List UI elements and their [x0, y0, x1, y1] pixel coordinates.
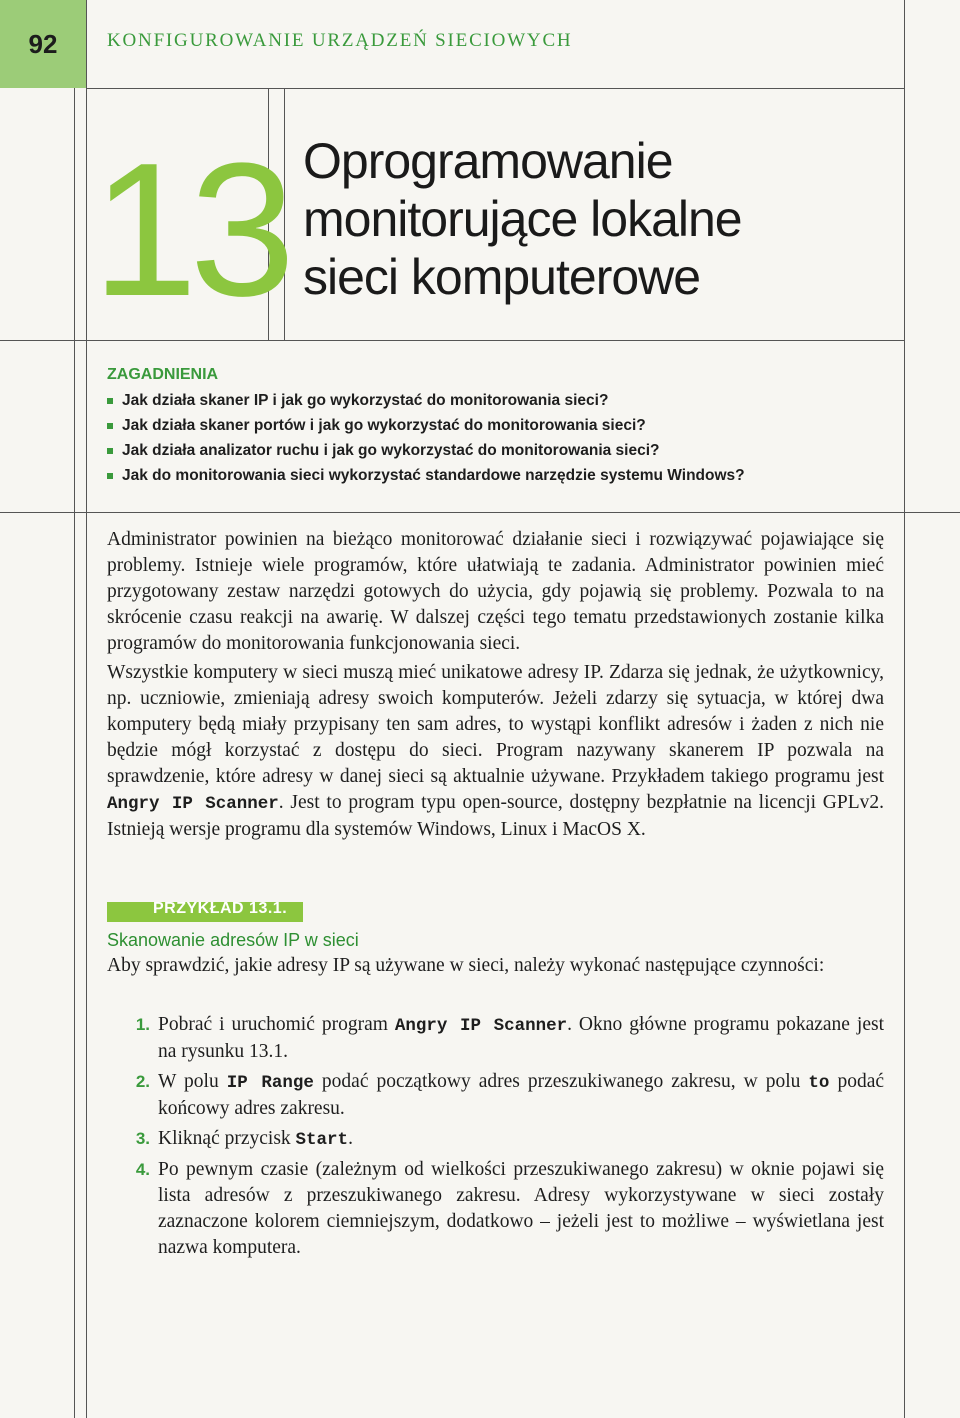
- issue-text: Jak do monitorowania sieci wykorzystać standardowe narzędzie systemu Windows?: [122, 467, 745, 484]
- square-bullet-icon: [107, 448, 113, 454]
- program-name: Angry IP Scanner: [394, 1016, 568, 1036]
- body-paragraph: [107, 660, 884, 843]
- issue-item: [107, 413, 867, 438]
- step-text: Kliknąć przycisk: [158, 1128, 296, 1149]
- step-text: .: [348, 1128, 353, 1149]
- step-number: 1.: [135, 1015, 150, 1034]
- issue-item: [107, 463, 867, 488]
- example-title: Skanowanie adresów IP w sieci: [107, 930, 359, 950]
- chapter-title-line: monitorujące lokalne: [303, 191, 742, 247]
- step-text: podać początkowy adres przeszukiwanego zakresu, w polu: [313, 1071, 809, 1092]
- step-number: 2.: [135, 1072, 150, 1091]
- program-name: Angry IP Scanner: [107, 794, 279, 814]
- step-text: W polu: [158, 1071, 227, 1092]
- step-number: 3.: [135, 1129, 150, 1148]
- square-bullet-icon: [107, 423, 113, 429]
- chapter-title: [303, 132, 863, 306]
- issue-item: [107, 438, 867, 463]
- chapter-title-line: sieci komputerowe: [303, 249, 701, 305]
- chapter-number: 13: [92, 124, 288, 336]
- frame-line-left-inner: [86, 0, 87, 1418]
- step-item: [135, 1012, 885, 1065]
- field-name-ip-range: IP Range: [226, 1073, 314, 1093]
- header-rule: [86, 88, 904, 89]
- running-head: KONFIGUROWANIE URZĄDZEŃ SIECIOWYCH: [107, 30, 573, 51]
- square-bullet-icon: [107, 473, 113, 479]
- steps-list: [135, 1012, 885, 1265]
- body-text-run: Wszystkie komputery w sieci muszą mieć unikatowe adresy IP. Zdarza się jednak, że użytkownicy, np. uczniowie, zmieniają adresy swoich komputerów. Jeżeli zdarzy się sytuacja, w której dwa komputery będą miały przypisany ten sam adres, to wystąpi konflikt adresów i żaden z nich nie będzie mógł korzystać z dostępu do sieci. Program nazywany skanerem IP pozwala na sprawdzenie, które adresy w danej sieci są aktualnie używane. Przykładem takiego programu jest: [107, 662, 884, 787]
- example-intro: Aby sprawdzić, jakie adresy IP są używane w sieci, należy wykonać następujące czynności:: [107, 955, 825, 976]
- chapter-title-line: Oprogramowanie: [303, 133, 673, 189]
- step-number: 4.: [135, 1160, 150, 1179]
- issues-rule: [0, 512, 960, 513]
- square-bullet-icon: [107, 398, 113, 404]
- example-label: PRZYKŁAD 13.1.: [153, 900, 288, 917]
- step-text: Po pewnym czasie (zależnym od wielkości przeszukiwanego zakresu) w oknie pojawi się lista adresów z przeszukiwanego zakresu. Adresy wykorzystywane w sieci zostały zaznaczone kolorem ciemniejszym, dodatkowo – jeżeli jest to możliwe – wyświetlana jest nazwa komputera.: [158, 1159, 884, 1258]
- field-name-to: to: [808, 1073, 830, 1093]
- issues-box: [107, 366, 867, 488]
- step-item: [135, 1126, 884, 1153]
- step-text: podać końcowy adres zakresu.: [158, 1071, 885, 1119]
- step-text: Pobrać i uruchomić program: [158, 1014, 395, 1035]
- button-name-start: Start: [295, 1130, 349, 1150]
- step-item: [135, 1157, 884, 1261]
- issues-heading: ZAGADNIENIA: [107, 366, 219, 383]
- issue-text: Jak działa skaner portów i jak go wykorzystać do monitorowania sieci?: [122, 417, 646, 434]
- chapter-rule: [0, 340, 904, 341]
- body-text-run: . Jest to program typu open-source, dostępny bezpłatnie na licencji GPLv2. Istnieją wersje programu dla systemów Windows, Linux i MacOS X.: [107, 792, 884, 840]
- issue-item: [107, 388, 867, 413]
- body-text: [107, 527, 884, 843]
- issue-text: Jak działa skaner IP i jak go wykorzystać do monitorowania sieci?: [122, 392, 609, 409]
- frame-line-right: [904, 0, 905, 1418]
- body-paragraph: Administrator powinien na bieżąco monitorować działanie sieci i rozwiązywać pojawiające się problemy. Istnieje wiele programów, które ułatwiają te zadania. Administrator powinien mieć przygotowany zestaw narzędzi gotowych do użycia, gdy pojawią się problemy. Pozwala to na skrócenie czasu reakcji na awarię. W dalszej części tego tematu przedstawionych zostanie kilka programów do monitorowania funkcjonowania sieci.: [107, 529, 884, 654]
- step-text: . Okno główne programu pokazane jest na rysunku 13.1.: [158, 1014, 885, 1062]
- issue-text: Jak działa analizator ruchu i jak go wykorzystać do monitorowania sieci?: [122, 442, 660, 459]
- frame-line-left: [74, 0, 75, 1418]
- step-item: [135, 1069, 885, 1122]
- page-number: 92: [0, 0, 86, 88]
